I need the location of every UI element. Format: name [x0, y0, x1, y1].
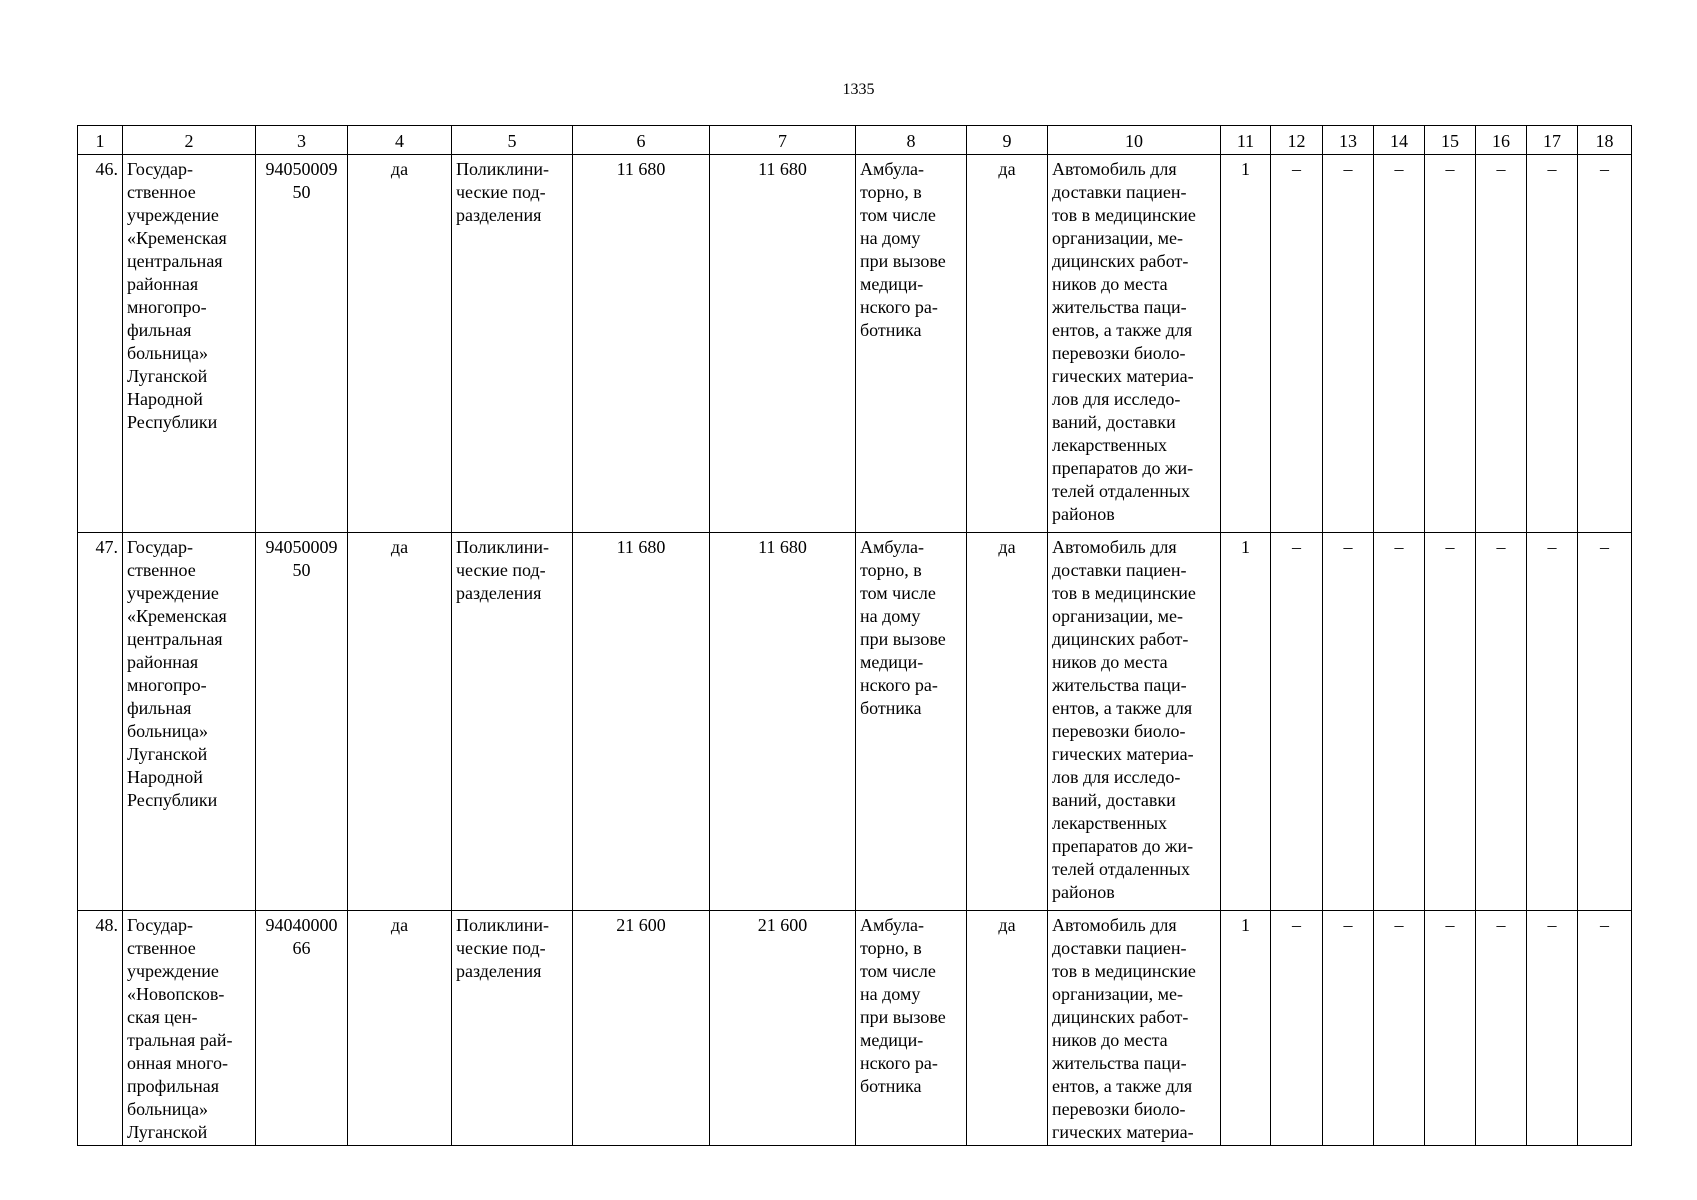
cell-col11: 1 [1221, 911, 1271, 1146]
cell-col11: 1 [1221, 155, 1271, 533]
cell-col4: да [348, 533, 452, 911]
cell-col7: 21 600 [710, 911, 856, 1146]
cell-col6: 21 600 [573, 911, 710, 1146]
cell-col9: да [967, 911, 1048, 1146]
cell-col12: – [1271, 155, 1323, 533]
table-row [78, 155, 1632, 533]
page-number: 1335 [842, 81, 875, 98]
table-row [78, 911, 1632, 1146]
column-header: 11 [1221, 126, 1271, 155]
cell-col9: да [967, 155, 1048, 533]
cell-col7: 11 680 [710, 533, 856, 911]
cell-col4: да [348, 911, 452, 1146]
cell-col17: – [1527, 533, 1578, 911]
cell-col16: – [1476, 155, 1527, 533]
cell-col4: да [348, 155, 452, 533]
vehicle-purpose: Автомобиль для доставки пациен- тов в медицинские организации, ме- дицинских работ- ников до места жительства паци- ентов, а также для перевозки биоло- гических материа- лов для исследо- ваний, доставки лекарственных препаратов до жи- телей отдаленных районов [1048, 533, 1221, 911]
column-header: 1 [78, 126, 123, 155]
column-header: 14 [1374, 126, 1425, 155]
cell-col6: 11 680 [573, 155, 710, 533]
cell-col16: – [1476, 911, 1527, 1146]
column-header: 17 [1527, 126, 1578, 155]
cell-col18: – [1578, 155, 1632, 533]
column-header: 7 [710, 126, 856, 155]
institution-name: Государ- ственное учреждение «Кременская центральная районная многопро- фильная больница» Луганской Народной Республики [123, 155, 256, 533]
column-header: 8 [856, 126, 967, 155]
column-header: 12 [1271, 126, 1323, 155]
service-mode: Амбула- торно, в том числе на дому при вызове медици- нского ра- ботника [856, 155, 967, 533]
unit-name: Поликлини- ческие под- разделения [452, 155, 573, 533]
institution-code: 94040000 66 [256, 911, 348, 1146]
row-number: 46. [78, 155, 123, 533]
institution-name: Государ- ственное учреждение «Новопсков- ская цен- тральная рай- онная много- профильная больница» Луганской [123, 911, 256, 1146]
cell-col7: 11 680 [710, 155, 856, 533]
column-header: 10 [1048, 126, 1221, 155]
column-header: 2 [123, 126, 256, 155]
row-number: 48. [78, 911, 123, 1146]
column-header: 18 [1578, 126, 1632, 155]
cell-col16: – [1476, 533, 1527, 911]
vehicle-purpose: Автомобиль для доставки пациен- тов в медицинские организации, ме- дицинских работ- ников до места жительства паци- ентов, а также для перевозки биоло- гических материа- [1048, 911, 1221, 1146]
cell-col15: – [1425, 533, 1476, 911]
cell-col13: – [1323, 533, 1374, 911]
row-number: 47. [78, 533, 123, 911]
column-header: 5 [452, 126, 573, 155]
column-header: 16 [1476, 126, 1527, 155]
cell-col6: 11 680 [573, 533, 710, 911]
vehicle-purpose: Автомобиль для доставки пациен- тов в медицинские организации, ме- дицинских работ- ников до места жительства паци- ентов, а также для перевозки биоло- гических материа- лов для исследо- ваний, доставки лекарственных препаратов до жи- телей отдаленных районов [1048, 155, 1221, 533]
cell-col15: – [1425, 911, 1476, 1146]
cell-col14: – [1374, 155, 1425, 533]
cell-col17: – [1527, 911, 1578, 1146]
cell-col17: – [1527, 155, 1578, 533]
service-mode: Амбула- торно, в том числе на дому при вызове медици- нского ра- ботника [856, 911, 967, 1146]
unit-name: Поликлини- ческие под- разделения [452, 533, 573, 911]
column-header: 4 [348, 126, 452, 155]
cell-col11: 1 [1221, 533, 1271, 911]
column-header: 9 [967, 126, 1048, 155]
table-header-row [78, 126, 1632, 155]
cell-col12: – [1271, 911, 1323, 1146]
service-mode: Амбула- торно, в том числе на дому при вызове медици- нского ра- ботника [856, 533, 967, 911]
cell-col13: – [1323, 911, 1374, 1146]
data-table [77, 125, 1632, 1146]
institution-code: 94050009 50 [256, 155, 348, 533]
unit-name: Поликлини- ческие под- разделения [452, 911, 573, 1146]
column-header: 6 [573, 126, 710, 155]
cell-col14: – [1374, 533, 1425, 911]
cell-col18: – [1578, 533, 1632, 911]
table-row [78, 533, 1632, 911]
column-header: 3 [256, 126, 348, 155]
cell-col9: да [967, 533, 1048, 911]
institution-name: Государ- ственное учреждение «Кременская центральная районная многопро- фильная больница» Луганской Народной Республики [123, 533, 256, 911]
cell-col18: – [1578, 911, 1632, 1146]
cell-col15: – [1425, 155, 1476, 533]
column-header: 15 [1425, 126, 1476, 155]
cell-col13: – [1323, 155, 1374, 533]
cell-col14: – [1374, 911, 1425, 1146]
cell-col12: – [1271, 533, 1323, 911]
column-header: 13 [1323, 126, 1374, 155]
institution-code: 94050009 50 [256, 533, 348, 911]
